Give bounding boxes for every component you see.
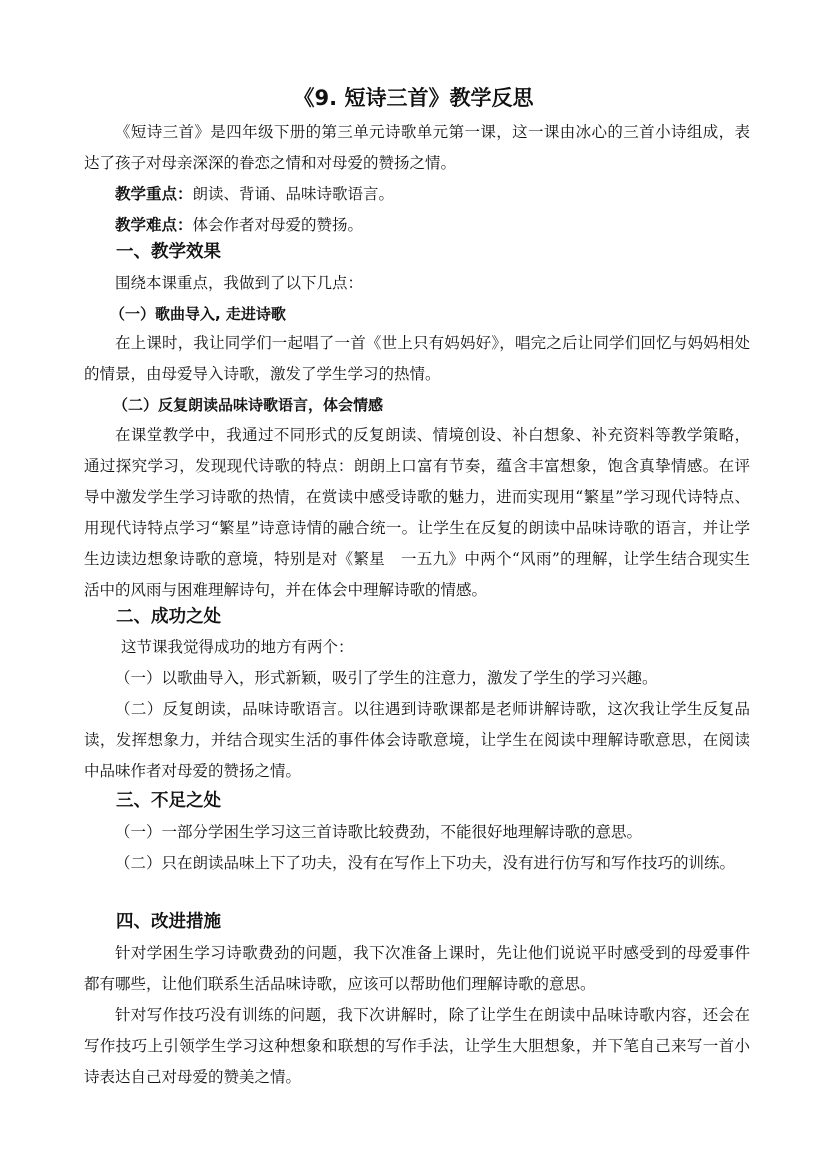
section-1-heading: 一、教学效果 <box>116 242 221 262</box>
section-2-item-2: （二）反复朗读，品味诗歌语言。以往遇到诗歌课都是老师讲解诗歌，这次我让学生反复品读，发挥想象力，并结合现实生活的事件体会诗歌意境，让学生在阅读中理解诗歌意思，在阅读中品味作者对母爱的赞扬之情。 <box>84 700 750 780</box>
section-1-sub1-text: 在上课时，我让同学们一起唱了一首《世上只有妈妈好》，唱完之后让同学们回忆与妈妈相处的情景，由母爱导入诗歌，激发了学生学习的热情。 <box>84 334 750 383</box>
intro-paragraph: 《短诗三首》是四年级下册的第三单元诗歌单元第一课，这一课由冰心的三首小诗组成，表达了孩子对母亲深深的眷恋之情和对母爱的赞扬之情。 <box>84 123 750 172</box>
section-3-item-1: （一）一部分学困生学习这三首诗歌比较费劲，不能很好地理解诗歌的意思。 <box>115 823 643 841</box>
section-3-heading: 三、不足之处 <box>116 791 221 811</box>
section-4-heading: 四、改进措施 <box>116 912 221 932</box>
section-2-heading: 二、成功之处 <box>116 607 221 627</box>
difficulties-label: 教学难点： <box>115 216 193 234</box>
difficulties-paragraph <box>84 210 750 241</box>
section-1-sub2-heading: （二）反复朗读品味诗歌语言，体会情感 <box>113 396 384 414</box>
section-2-item-1: （一）以歌曲导入，形式新颖，吸引了学生的注意力，激发了学生的学习兴趣。 <box>115 669 658 687</box>
section-1-sub1-heading: （一）歌曲导入, 走进诗歌 <box>110 305 286 323</box>
section-1-sub2-text: 在课堂教学中，我通过不同形式的反复朗读、情境创设、补白想象、补充资料等教学策略，通过探究学习，发现现代诗歌的特点：朗朗上口富有节奏，蕴含丰富想象，饱含真挚情感。在评导中激发学生学习诗歌的热情，在赏读中感受诗歌的魅力，进而实现用“繁星”学习现代诗特点、用现代诗特点学习“繁星”诗意诗情的融合统一。让学生在反复的朗读中品味诗歌的语言，并让学生边读边想象诗歌的意境，特别是对《繁星 一五九》中两个“风雨”的理解，让学生结合现实生活中的风雨与困难理解诗句，并在体会中理解诗歌的情感。 <box>84 426 750 599</box>
difficulties-text: 体会作者对母爱的赞扬。 <box>192 216 364 234</box>
key-points-text: 朗读、背诵、品味诗歌语言。 <box>192 185 395 203</box>
key-points-label: 教学重点： <box>115 185 193 203</box>
key-points-paragraph <box>84 179 750 210</box>
document-title: 《9. 短诗三首》教学反思 <box>293 86 534 110</box>
section-3-item-2: （二）只在朗读品味上下了功夫，没有在写作上下功夫，没有进行仿写和写作技巧的训练。 <box>115 854 736 872</box>
section-1-lead: 围绕本课重点，我做到了以下几点： <box>115 274 364 292</box>
section-2-lead: 这节课我觉得成功的地方有两个： <box>121 638 354 656</box>
section-4-paragraph-2: 针对写作技巧没有训练的问题，我下次讲解时，除了让学生在朗读中品味诗歌内容，还会在写作技巧上引领学生学习这种想象和联想的写作手法，让学生大胆想象，并下笔自己来写一首小诗表达自己对母爱的赞美之情。 <box>84 1006 750 1086</box>
section-4-paragraph-1: 针对学困生学习诗歌费劲的问题，我下次准备上课时，先让他们说说平时感受到的母爱事件都有哪些，让他们联系生活品味诗歌，应该可以帮助他们理解诗歌的意思。 <box>84 944 750 993</box>
